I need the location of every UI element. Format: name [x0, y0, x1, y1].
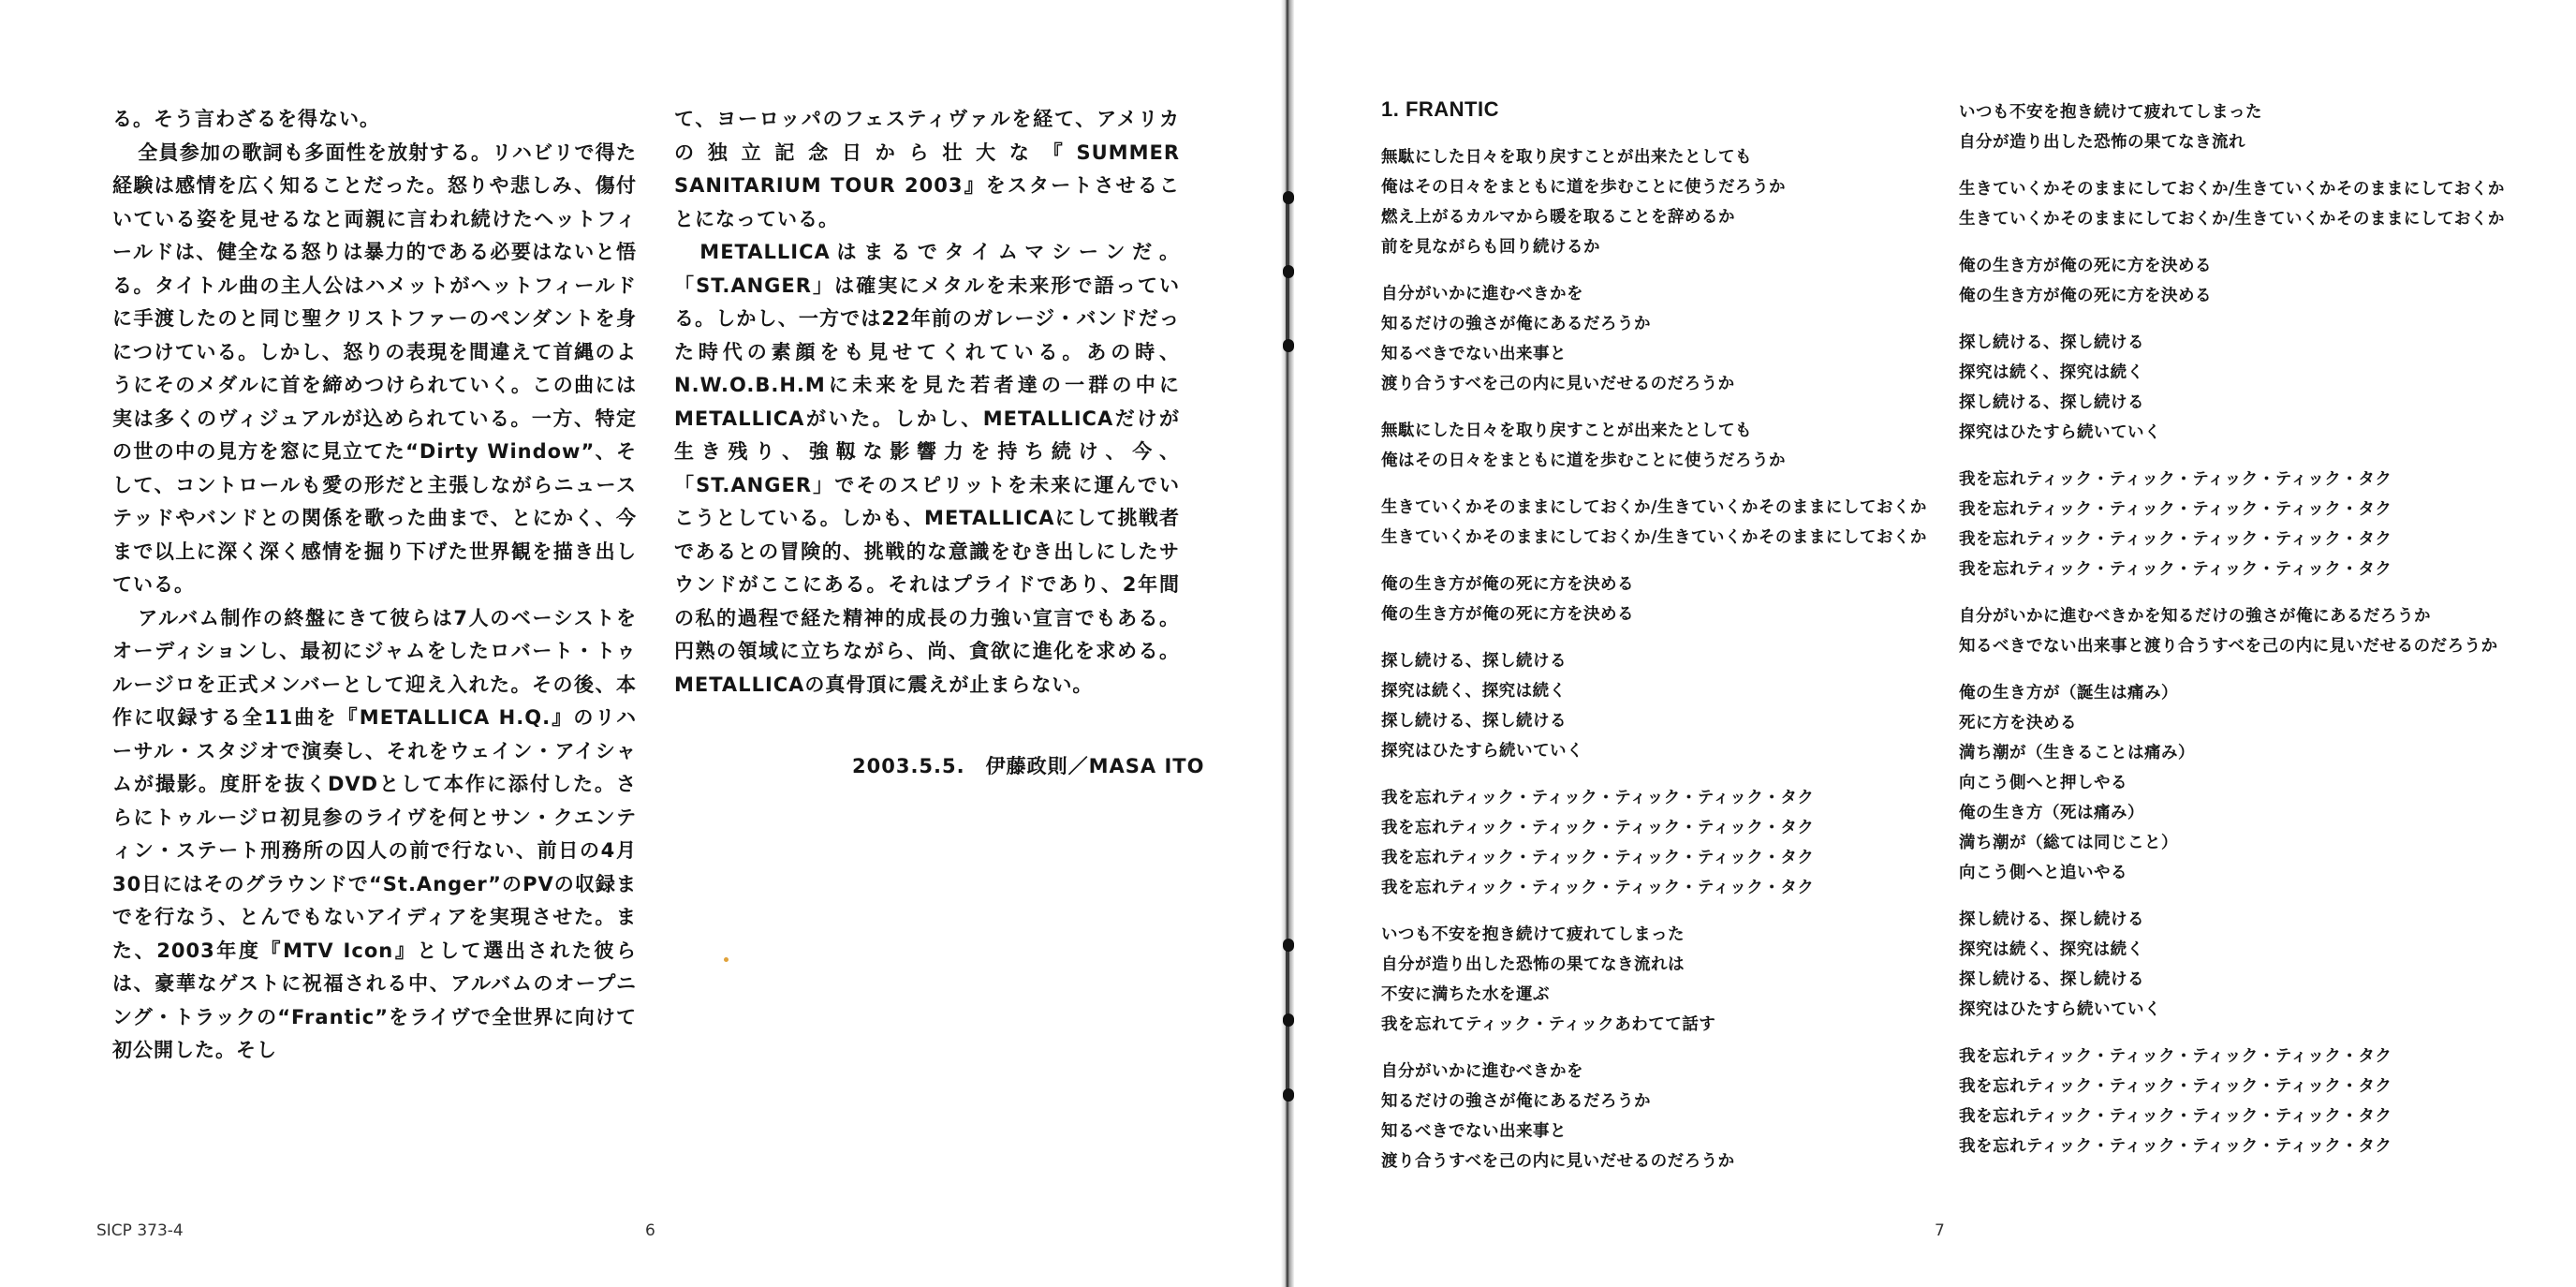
lyrics-stanza — [1381, 920, 1924, 1040]
lyric-line: 探究は続く、探究は続く — [1959, 940, 2144, 959]
lyric-line: 探究は続く、探究は続く — [1959, 363, 2144, 382]
lyric-line: 生きていくかそのままにしておくか/生きていくかそのままにしておくか — [1959, 180, 2505, 199]
lyric-line: 前を見ながらも回り続けるか — [1381, 238, 1600, 257]
lyric-line: 探し続ける、探し続ける — [1381, 712, 1567, 731]
lyrics-stanza — [1381, 142, 1924, 262]
lyrics-stanza — [1959, 465, 2521, 584]
lyric-line: 生きていくかそのままにしておくか/生きていくかそのままにしておくか — [1381, 498, 1927, 517]
lyric-line: 向こう側へと押しやる — [1959, 774, 2127, 792]
lyrics-column-1 — [1381, 142, 1927, 1193]
lyric-line: 知るだけの強さが俺にあるだろうか — [1381, 315, 1651, 333]
lyric-line: 我を忘れティック・ティック・ティック・ティック・タク — [1959, 560, 2392, 579]
lyrics-stanza — [1381, 279, 1924, 399]
lyric-line: 生きていくかそのままにしておくか/生きていくかそのままにしておくか — [1381, 528, 1927, 547]
lyric-line: 燃え上がるカルマから暖を取ることを辞めるか — [1381, 208, 1735, 227]
lyrics-stanza — [1959, 601, 2521, 661]
page-number-right: 7 — [1935, 1221, 1945, 1240]
lyrics-stanza — [1959, 678, 2521, 888]
lyric-line: 俺の生き方が俺の死に方を決める — [1381, 575, 1634, 594]
lyric-line: 自分がいかに進むべきかを — [1381, 1062, 1583, 1081]
lyrics-stanza — [1959, 905, 2521, 1025]
binding-staple — [1283, 191, 1294, 204]
lyric-line: 無駄にした日々を取り戻すことが出来たとしても — [1381, 148, 1752, 167]
lyric-line: 俺の生き方が俺の死に方を決める — [1381, 605, 1634, 624]
lyric-line: 生きていくかそのままにしておくか/生きていくかそのままにしておくか — [1959, 210, 2505, 229]
lyric-line: 我を忘れティック・ティック・ティック・ティック・タク — [1959, 500, 2392, 519]
lyric-line: 俺の生き方が俺の死に方を決める — [1959, 257, 2212, 275]
lyric-line: 向こう側へと追いやる — [1959, 864, 2127, 882]
lyrics-stanza — [1381, 493, 1927, 553]
lyric-line: 我を忘れティック・ティック・ティック・ティック・タク — [1959, 1107, 2392, 1126]
lyric-line: 満ち潮が（生きることは痛み） — [1959, 744, 2195, 762]
lyric-line: 無駄にした日々を取り戻すことが出来たとしても — [1381, 422, 1752, 440]
lyrics-stanza — [1381, 570, 1924, 629]
lyrics-stanza — [1959, 97, 2521, 157]
lyric-line: 不安に満ちた水を運ぶ — [1381, 985, 1550, 1004]
lyric-line: 俺の生き方が（誕生は痛み） — [1959, 684, 2178, 703]
liner-notes-paragraph: る。そう言わざるを得ない。 — [112, 108, 380, 130]
lyric-line: 我を忘れティック・ティック・ティック・ティック・タク — [1381, 789, 1815, 807]
lyric-line: 我を忘れティック・ティック・ティック・ティック・タク — [1959, 1137, 2392, 1156]
lyric-line: 我を忘れティック・ティック・ティック・ティック・タク — [1381, 819, 1815, 837]
lyric-line: 探し続ける、探し続ける — [1959, 910, 2144, 929]
lyric-line: 自分がいかに進むべきかを — [1381, 285, 1583, 303]
lyric-line: 知るだけの強さが俺にあるだろうか — [1381, 1092, 1651, 1111]
binding-staple — [1283, 265, 1294, 278]
lyric-line: 知るべきでない出来事と — [1381, 345, 1567, 363]
lyric-line: 探し続ける、探し続ける — [1381, 652, 1567, 671]
lyric-line: 我を忘れティック・ティック・ティック・ティック・タク — [1959, 1047, 2392, 1066]
lyric-line: 渡り合うすべを己の内に見いだせるのだろうか — [1381, 375, 1735, 393]
lyric-line: 探し続ける、探し続ける — [1959, 970, 2144, 989]
lyric-line: 探究はひたすら続いていく — [1381, 742, 1583, 761]
lyrics-stanza — [1381, 416, 1924, 476]
lyric-line: 我を忘れティック・ティック・ティック・ティック・タク — [1959, 1077, 2392, 1096]
binding-staple — [1283, 1088, 1294, 1102]
lyric-line: 我を忘れティック・ティック・ティック・ティック・タク — [1381, 849, 1815, 867]
lyrics-stanza — [1959, 328, 2521, 448]
binding-staple — [1283, 1013, 1294, 1027]
liner-notes-paragraph: て、ヨーロッパのフェスティヴァルを経て、アメリカの独立記念日から壮大な『SUMMER SANITARIUM TOUR 2003』をスタートさせることになっている。 — [674, 108, 1180, 230]
lyric-line: 探し続ける、探し続ける — [1959, 393, 2144, 412]
lyrics-stanza — [1381, 646, 1924, 766]
binding-staple — [1283, 939, 1294, 952]
lyric-line: 満ち潮が（総ては同じこと） — [1959, 834, 2178, 852]
liner-notes-column-1 — [112, 103, 637, 1068]
lyric-line: 俺の生き方（死は痛み） — [1959, 804, 2144, 822]
author-signature: 2003.5.5. 伊藤政則／MASA ITO — [852, 755, 1205, 777]
catalog-number: SICP 373-4 — [96, 1221, 184, 1240]
lyric-line: いつも不安を抱き続けて疲れてしまった — [1381, 925, 1685, 944]
lyric-line: 我を忘れティック・ティック・ティック・ティック・タク — [1959, 530, 2392, 549]
lyric-line: いつも不安を抱き続けて疲れてしまった — [1959, 103, 2262, 122]
lyrics-stanza — [1381, 783, 1924, 903]
lyric-line: 知るべきでない出来事と — [1381, 1122, 1567, 1141]
lyric-line: 死に方を決める — [1959, 714, 2077, 732]
lyric-line: 探究はひたすら続いていく — [1959, 1000, 2161, 1019]
song-title: 1. FRANTIC — [1381, 97, 1499, 121]
lyric-line: 探し続ける、探し続ける — [1959, 333, 2144, 352]
binding-staple — [1283, 339, 1294, 352]
lyric-line: 我を忘れティック・ティック・ティック・ティック・タク — [1381, 879, 1815, 897]
liner-notes-paragraph: アルバム制作の終盤にきて彼らは7人のベーシストをオーディションし、最初にジャムをしたロバート・トゥルージロを正式メンバーとして迎え入れた。その後、本作に収録する全11曲を『METALLICA H.Q.』のリハーサル・スタジオで演奏し、それをウェイン・アイシャムが撮影。度肝を抜くDVDとして本作に添付した。さらにトゥルージロ初見参のライヴを何とサン・クエンティン・ステート刑務所の囚人の前で行ない、前日の4月30日にはそのグラウンドで“St.Anger”のPVの収録までを行なう、とんでもないアイディアを実現させた。また、2003年度『MTV Icon』として選出された彼らは、豪華なゲストに祝福される中、アルバムのオープニング・トラックの“Frantic”をライヴで全世界に向けて初公開した。そし — [112, 606, 637, 1061]
lyric-line: 俺の生き方が俺の死に方を決める — [1959, 287, 2212, 305]
lyric-line: 渡り合うすべを己の内に見いだせるのだろうか — [1381, 1152, 1735, 1171]
lyric-line: 知るべきでない出来事と渡り合うすべを己の内に見いだせるのだろうか — [1959, 637, 2498, 656]
lyrics-stanza — [1959, 1042, 2521, 1161]
lyric-line: 自分が造り出した恐怖の果てなき流れは — [1381, 955, 1685, 974]
lyric-line: 探究は続く、探究は続く — [1381, 682, 1567, 701]
lyric-line: 自分が造り出した恐怖の果てなき流れ — [1959, 133, 2245, 152]
liner-notes-column-2 — [674, 103, 1180, 702]
lyrics-stanza — [1959, 174, 2521, 234]
liner-notes-paragraph: METALLICAはまるでタイムマシーンだ。「ST.ANGER」は確実にメタルを未来形で語っている。しかし、一方では22年前のガレージ・バンドだった時代の素顔をも見せてくれている。あの時、N.W.O.B.H.Mに未来を見た若者達の一群の中にMETALLICAがいた。しかし、METALLICAだけが生き残り、強靱な影響力を持ち続け、今、「ST.ANGER」でそのスピリットを未来に運んでいこうとしている。しかも、METALLICAにして挑戦者であるとの冒険的、挑戦的な意識をむき出しにしたサウンドがここにある。それはプライドであり、2年間の私的過程で経た精神的成長の力強い宣言でもある。円熟の領域に立ちながら、尚、貪欲に進化を求める。METALLICAの真骨頂に震えが止まらない。 — [674, 241, 1180, 696]
lyrics-column-2 — [1959, 97, 2521, 1178]
lyric-line: 俺はその日々をまともに道を歩むことに使うだろうか — [1381, 451, 1786, 470]
liner-notes-paragraph: 全員参加の歌詞も多面性を放射する。リハビリで得た経験は感情を広く知ることだった。怒りや悲しみ、傷付いている姿を見せるなと両親に言われ続けたヘットフィールドは、健全なる怒りは暴力的である必要はないと悟る。タイトル曲の主人公はハメットがヘットフィールドに手渡したのと同じ聖クリストファーのペンダントを身につけている。しかし、怒りの表現を間違えて首縄のようにそのメダルに首を締めつけられていく。この曲には実は多くのヴィジュアルが込められている。一方、特定の世の中の見方を窓に見立てた“Dirty Window”、そして、コントロールも愛の形だと主張しながらニューステッドやバンドとの関係を歌った曲まで、とにかく、今まで以上に深く深く感情を掘り下げた世界観を描き出している。 — [112, 141, 637, 596]
ink-speck — [724, 957, 729, 962]
lyric-line: 自分がいかに進むべきかを知るだけの強さが俺にあるだろうか — [1959, 607, 2431, 626]
lyric-line: 我を忘れてティック・ティックあわてて話す — [1381, 1015, 1716, 1034]
lyric-line: 俺はその日々をまともに道を歩むことに使うだろうか — [1381, 178, 1786, 197]
lyrics-stanza — [1381, 1057, 1924, 1176]
lyric-line: 我を忘れティック・ティック・ティック・ティック・タク — [1959, 470, 2392, 489]
page-number-left: 6 — [645, 1221, 655, 1240]
lyric-line: 探究はひたすら続いていく — [1959, 423, 2161, 442]
lyrics-stanza — [1959, 251, 2521, 311]
